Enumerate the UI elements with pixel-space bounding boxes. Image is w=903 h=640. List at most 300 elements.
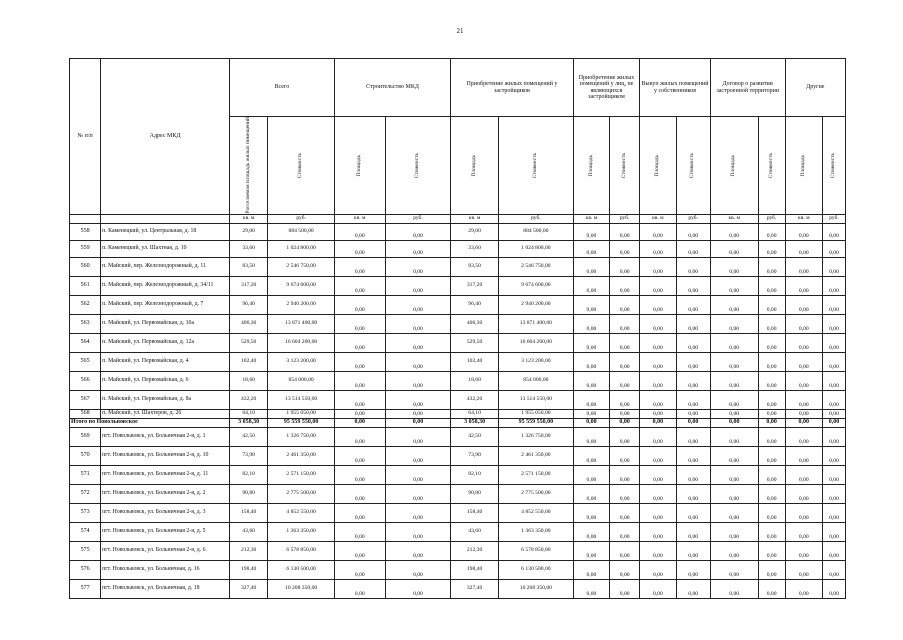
subheader-label: Стоимость: [767, 152, 774, 178]
row-zero-value: 0,00: [823, 223, 846, 240]
row-purchase-dev-area: 102,40: [451, 352, 499, 371]
row-construction-cost: 0,00: [385, 257, 450, 276]
row-total-area: 90,80: [229, 484, 267, 503]
row-number: 577: [70, 579, 101, 598]
unit-cell-empty: [70, 214, 101, 223]
table-row: [70, 295, 846, 314]
row-zero-value: 0,00: [710, 295, 758, 314]
row-zero-value: 0,00: [823, 560, 846, 579]
row-zero-value: 0,00: [610, 240, 640, 257]
row-number: 571: [70, 465, 101, 484]
row-zero-value: 0,00: [710, 465, 758, 484]
row-number: 561: [70, 276, 101, 295]
total-value: 0,00: [610, 418, 640, 427]
subheader-label: Стоимость: [297, 152, 304, 178]
subheader-label: Площадь: [587, 154, 594, 176]
table-row: [70, 352, 846, 371]
row-total-area: 33,60: [229, 240, 267, 257]
unit-cell: руб.: [498, 214, 573, 223]
row-construction-area: 0,00: [334, 541, 385, 560]
unit-cell: руб.: [676, 214, 710, 223]
row-zero-value: 0,00: [640, 314, 676, 333]
row-zero-value: 0,00: [758, 560, 785, 579]
row-total-cost: 2 940 200,00: [268, 295, 334, 314]
subheader-5: [451, 117, 499, 215]
unit-cell: кв. м: [573, 214, 609, 223]
row-zero-value: 0,00: [640, 390, 676, 409]
subheader-9: [640, 117, 676, 215]
total-label: Итого по Новольвовское: [70, 418, 230, 427]
subheader-12: [758, 117, 785, 215]
unit-cell: руб.: [385, 214, 450, 223]
row-total-area: 82,10: [229, 465, 267, 484]
row-address: пгт. Новольвовск, ул. Больничная, д. 16: [101, 560, 230, 579]
unit-cell: кв. м: [229, 214, 267, 223]
row-zero-value: 0,00: [676, 427, 710, 446]
row-zero-value: 0,00: [610, 223, 640, 240]
row-zero-value: 0,00: [640, 484, 676, 503]
table-row: [70, 503, 846, 522]
row-construction-area: 0,00: [334, 503, 385, 522]
row-zero-value: 0,00: [785, 446, 822, 465]
header-construction: Строительство МКД: [334, 59, 450, 117]
row-zero-value: 0,00: [573, 352, 609, 371]
row-zero-value: 0,00: [823, 446, 846, 465]
row-zero-value: 0,00: [573, 371, 609, 390]
row-construction-cost: 0,00: [385, 352, 450, 371]
row-zero-value: 0,00: [640, 560, 676, 579]
subheader-label: Стоимость: [689, 152, 696, 178]
row-address: п. Каменецкий, ул. Шахтная, д. 10: [101, 240, 230, 257]
row-zero-value: 0,00: [710, 223, 758, 240]
row-zero-value: 0,00: [676, 503, 710, 522]
row-zero-value: 0,00: [758, 409, 785, 418]
row-purchase-dev-area: 73,90: [451, 446, 499, 465]
row-zero-value: 0,00: [823, 333, 846, 352]
subheader-label: Стоимость: [414, 152, 421, 178]
subheader-label: Площадь: [470, 154, 477, 176]
row-purchase-dev-area: 42,50: [451, 427, 499, 446]
row-zero-value: 0,00: [823, 352, 846, 371]
row-purchase-dev-area: 90,80: [451, 484, 499, 503]
row-total-cost: 1 363 350,00: [268, 522, 334, 541]
subheader-13: [785, 117, 822, 215]
row-zero-value: 0,00: [823, 541, 846, 560]
row-construction-area: 0,00: [334, 371, 385, 390]
header-purchase-nondev: Приобретение жилых помещений у лиц, не являющихся застройщиком: [573, 59, 639, 117]
row-zero-value: 0,00: [676, 276, 710, 295]
row-purchase-dev-cost: 1 024 800,00: [498, 240, 573, 257]
row-zero-value: 0,00: [610, 295, 640, 314]
table-row: [70, 560, 846, 579]
row-purchase-dev-cost: 854 000,00: [498, 371, 573, 390]
row-purchase-dev-area: 29,00: [451, 223, 499, 240]
row-construction-area: 0,00: [334, 295, 385, 314]
total-value: 95 559 550,00: [498, 418, 573, 427]
row-number: 574: [70, 522, 101, 541]
row-zero-value: 0,00: [676, 522, 710, 541]
row-zero-value: 0,00: [640, 522, 676, 541]
total-value: 0,00: [676, 418, 710, 427]
row-purchase-dev-cost: 1 363 350,00: [498, 522, 573, 541]
row-zero-value: 0,00: [785, 390, 822, 409]
row-purchase-dev-area: 18,60: [451, 371, 499, 390]
row-construction-area: 0,00: [334, 352, 385, 371]
row-zero-value: 0,00: [610, 371, 640, 390]
row-purchase-dev-area: 64,10: [451, 409, 499, 418]
row-total-area: 64,10: [229, 409, 267, 418]
row-zero-value: 0,00: [785, 276, 822, 295]
table-row: [70, 484, 846, 503]
row-address: п. Майский, ул. Первомайская, д. 6: [101, 371, 230, 390]
row-zero-value: 0,00: [823, 257, 846, 276]
row-address: п. Майский, ул. Первомайская, д. 8а: [101, 390, 230, 409]
row-number: 565: [70, 352, 101, 371]
table-row: [70, 390, 846, 409]
row-zero-value: 0,00: [785, 352, 822, 371]
row-zero-value: 0,00: [676, 409, 710, 418]
row-zero-value: 0,00: [823, 484, 846, 503]
unit-cell: руб.: [758, 214, 785, 223]
row-purchase-dev-cost: 2 571 150,00: [498, 465, 573, 484]
row-zero-value: 0,00: [676, 352, 710, 371]
row-construction-area: 0,00: [334, 223, 385, 240]
row-zero-value: 0,00: [785, 240, 822, 257]
row-zero-value: 0,00: [610, 522, 640, 541]
row-construction-cost: 0,00: [385, 560, 450, 579]
row-zero-value: 0,00: [573, 223, 609, 240]
row-address: п. Майский, пер. Железнодорожный, д. 11: [101, 257, 230, 276]
row-zero-value: 0,00: [785, 371, 822, 390]
row-purchase-dev-cost: 2 461 350,00: [498, 446, 573, 465]
table-row: [70, 333, 846, 352]
row-zero-value: 0,00: [758, 579, 785, 598]
row-construction-area: 0,00: [334, 409, 385, 418]
row-construction-area: 0,00: [334, 257, 385, 276]
row-number: 575: [70, 541, 101, 560]
row-purchase-dev-cost: 2 940 200,00: [498, 295, 573, 314]
unit-cell: руб.: [610, 214, 640, 223]
subheader-11: [710, 117, 758, 215]
row-total-cost: 2 775 500,00: [268, 484, 334, 503]
row-zero-value: 0,00: [610, 446, 640, 465]
subheader-14: [823, 117, 846, 215]
row-construction-cost: 0,00: [385, 465, 450, 484]
row-address: п. Майский, ул. Первомайская, д. 12а: [101, 333, 230, 352]
total-value: 0,00: [710, 418, 758, 427]
row-total-area: 212,30: [229, 541, 267, 560]
row-zero-value: 0,00: [640, 465, 676, 484]
row-zero-value: 0,00: [785, 503, 822, 522]
total-value: 0,00: [785, 418, 822, 427]
row-construction-cost: 0,00: [385, 333, 450, 352]
table-row: [70, 371, 846, 390]
row-construction-cost: 0,00: [385, 484, 450, 503]
unit-cell: кв. м: [785, 214, 822, 223]
row-zero-value: 0,00: [610, 579, 640, 598]
row-construction-cost: 0,00: [385, 541, 450, 560]
subheader-1: [229, 117, 267, 215]
unit-cell: руб.: [823, 214, 846, 223]
row-zero-value: 0,00: [710, 352, 758, 371]
total-value: 0,00: [385, 418, 450, 427]
row-zero-value: 0,00: [785, 560, 822, 579]
row-zero-value: 0,00: [640, 579, 676, 598]
row-zero-value: 0,00: [610, 276, 640, 295]
row-total-area: 432,20: [229, 390, 267, 409]
row-zero-value: 0,00: [785, 223, 822, 240]
row-total-cost: 1 326 750,00: [268, 427, 334, 446]
row-purchase-dev-area: 198,40: [451, 560, 499, 579]
row-zero-value: 0,00: [785, 427, 822, 446]
row-total-area: 83,50: [229, 257, 267, 276]
row-number: 568: [70, 409, 101, 418]
row-total-cost: 4 852 550,00: [268, 503, 334, 522]
header-num: № п/п: [70, 59, 101, 215]
row-total-area: 406,30: [229, 314, 267, 333]
row-zero-value: 0,00: [610, 560, 640, 579]
row-zero-value: 0,00: [758, 541, 785, 560]
row-zero-value: 0,00: [758, 446, 785, 465]
header-address: Адрес МКД: [101, 59, 230, 215]
total-value: 0,00: [573, 418, 609, 427]
row-purchase-dev-area: 83,50: [451, 257, 499, 276]
table-row: [70, 427, 846, 446]
row-address: п. Майский, ул. Шахтеров, д. 26: [101, 409, 230, 418]
row-zero-value: 0,00: [710, 390, 758, 409]
row-purchase-dev-cost: 1 326 750,00: [498, 427, 573, 446]
row-purchase-dev-cost: 9 674 600,00: [498, 276, 573, 295]
row-construction-area: 0,00: [334, 240, 385, 257]
row-zero-value: 0,00: [676, 541, 710, 560]
unit-cell: руб.: [268, 214, 334, 223]
row-zero-value: 0,00: [785, 522, 822, 541]
row-zero-value: 0,00: [785, 409, 822, 418]
subheader-2: [268, 117, 334, 215]
total-value: 3 058,30: [229, 418, 267, 427]
row-number: 567: [70, 390, 101, 409]
subheader-label: Стоимость: [620, 152, 627, 178]
row-construction-cost: 0,00: [385, 223, 450, 240]
row-zero-value: 0,00: [640, 352, 676, 371]
row-zero-value: 0,00: [573, 295, 609, 314]
row-zero-value: 0,00: [710, 522, 758, 541]
row-zero-value: 0,00: [676, 223, 710, 240]
subheader-7: [573, 117, 609, 215]
row-total-area: 529,50: [229, 333, 267, 352]
row-zero-value: 0,00: [573, 276, 609, 295]
row-zero-value: 0,00: [610, 390, 640, 409]
row-number: 558: [70, 223, 101, 240]
unit-cell: кв. м: [710, 214, 758, 223]
row-zero-value: 0,00: [640, 295, 676, 314]
row-zero-value: 0,00: [823, 390, 846, 409]
row-zero-value: 0,00: [573, 333, 609, 352]
row-zero-value: 0,00: [640, 371, 676, 390]
row-zero-value: 0,00: [676, 446, 710, 465]
row-zero-value: 0,00: [758, 257, 785, 276]
row-purchase-dev-cost: 6 130 500,00: [498, 560, 573, 579]
row-number: 560: [70, 257, 101, 276]
row-zero-value: 0,00: [710, 484, 758, 503]
subheader-label: Площадь: [654, 154, 661, 176]
row-purchase-dev-area: 33,60: [451, 240, 499, 257]
unit-row: [70, 214, 846, 223]
row-zero-value: 0,00: [758, 314, 785, 333]
row-construction-cost: 0,00: [385, 522, 450, 541]
row-zero-value: 0,00: [710, 503, 758, 522]
row-zero-value: 0,00: [676, 295, 710, 314]
row-construction-area: 0,00: [334, 465, 385, 484]
row-address: пгт. Новольвовск, ул. Больничная, д. 18: [101, 579, 230, 598]
row-purchase-dev-cost: 13 871 400,00: [498, 314, 573, 333]
row-total-area: 42,50: [229, 427, 267, 446]
row-zero-value: 0,00: [573, 465, 609, 484]
row-zero-value: 0,00: [676, 371, 710, 390]
table-row: [70, 446, 846, 465]
row-zero-value: 0,00: [676, 484, 710, 503]
row-zero-value: 0,00: [676, 465, 710, 484]
subheader-8: [610, 117, 640, 215]
row-total-area: 73,90: [229, 446, 267, 465]
table-row: [70, 409, 846, 418]
row-number: 572: [70, 484, 101, 503]
row-zero-value: 0,00: [823, 371, 846, 390]
row-zero-value: 0,00: [640, 427, 676, 446]
table-row: [70, 223, 846, 240]
row-zero-value: 0,00: [610, 465, 640, 484]
row-total-area: 96,40: [229, 295, 267, 314]
row-zero-value: 0,00: [676, 240, 710, 257]
row-construction-area: 0,00: [334, 522, 385, 541]
row-zero-value: 0,00: [573, 560, 609, 579]
row-zero-value: 0,00: [610, 409, 640, 418]
row-number: 564: [70, 333, 101, 352]
subheader-3: [334, 117, 385, 215]
row-purchase-dev-cost: 2 775 500,00: [498, 484, 573, 503]
row-purchase-dev-area: 158,40: [451, 503, 499, 522]
row-total-cost: 1 955 050,00: [268, 409, 334, 418]
unit-cell: кв. м: [451, 214, 499, 223]
header-purchase-dev: Приобретение жилых помещений у застройщиков: [451, 59, 574, 117]
row-construction-cost: 0,00: [385, 314, 450, 333]
row-construction-area: 0,00: [334, 314, 385, 333]
row-zero-value: 0,00: [573, 257, 609, 276]
row-purchase-dev-area: 432,20: [451, 390, 499, 409]
row-total-cost: 854 000,00: [268, 371, 334, 390]
row-purchase-dev-area: 529,50: [451, 333, 499, 352]
row-zero-value: 0,00: [640, 276, 676, 295]
row-purchase-dev-area: 96,40: [451, 295, 499, 314]
row-construction-area: 0,00: [334, 390, 385, 409]
total-value: 0,00: [640, 418, 676, 427]
row-zero-value: 0,00: [758, 295, 785, 314]
header-total: Всего: [229, 59, 334, 117]
row-construction-area: 0,00: [334, 333, 385, 352]
row-zero-value: 0,00: [785, 579, 822, 598]
row-purchase-dev-area: 212,30: [451, 541, 499, 560]
subheader-4: [385, 117, 450, 215]
row-construction-cost: 0,00: [385, 390, 450, 409]
row-total-cost: 13 514 550,00: [268, 390, 334, 409]
row-zero-value: 0,00: [758, 223, 785, 240]
row-zero-value: 0,00: [610, 352, 640, 371]
row-zero-value: 0,00: [823, 427, 846, 446]
row-construction-cost: 0,00: [385, 409, 450, 418]
row-total-area: 327,40: [229, 579, 267, 598]
row-zero-value: 0,00: [573, 427, 609, 446]
row-number: 569: [70, 427, 101, 446]
row-total-cost: 2 546 750,00: [268, 257, 334, 276]
subheader-label: Стоимость: [532, 152, 539, 178]
row-zero-value: 0,00: [710, 371, 758, 390]
row-construction-cost: 0,00: [385, 579, 450, 598]
row-zero-value: 0,00: [573, 522, 609, 541]
row-zero-value: 0,00: [573, 503, 609, 522]
unit-cell-empty: [101, 214, 230, 223]
row-zero-value: 0,00: [710, 409, 758, 418]
row-zero-value: 0,00: [758, 352, 785, 371]
subheader-label: Площадь: [730, 154, 737, 176]
row-purchase-dev-area: 327,40: [451, 579, 499, 598]
row-purchase-dev-cost: 10 208 350,00: [498, 579, 573, 598]
row-total-cost: 1 024 800,00: [268, 240, 334, 257]
row-zero-value: 0,00: [710, 333, 758, 352]
row-zero-value: 0,00: [676, 390, 710, 409]
subheader-label: Расселяемая площадь жилых помещений: [244, 117, 251, 214]
row-purchase-dev-cost: 4 852 550,00: [498, 503, 573, 522]
row-zero-value: 0,00: [785, 333, 822, 352]
row-zero-value: 0,00: [573, 314, 609, 333]
row-zero-value: 0,00: [573, 409, 609, 418]
row-construction-area: 0,00: [334, 484, 385, 503]
row-purchase-dev-cost: 2 546 750,00: [498, 257, 573, 276]
row-zero-value: 0,00: [758, 522, 785, 541]
row-construction-cost: 0,00: [385, 427, 450, 446]
row-zero-value: 0,00: [610, 541, 640, 560]
total-value: 0,00: [758, 418, 785, 427]
row-zero-value: 0,00: [823, 276, 846, 295]
row-zero-value: 0,00: [710, 579, 758, 598]
row-address: пгт. Новольвовск, ул. Больничная 2-я, д. 6: [101, 541, 230, 560]
row-total-area: 18,60: [229, 371, 267, 390]
row-zero-value: 0,00: [823, 314, 846, 333]
page-number: 21: [456, 27, 464, 35]
row-construction-cost: 0,00: [385, 446, 450, 465]
row-address: пгт. Новольвовск, ул. Больничная 2-я, д. 2: [101, 484, 230, 503]
row-total-cost: 2 461 350,00: [268, 446, 334, 465]
row-total-cost: 2 571 150,00: [268, 465, 334, 484]
row-zero-value: 0,00: [710, 427, 758, 446]
row-total-area: 102,40: [229, 352, 267, 371]
row-purchase-dev-cost: 16 604 200,00: [498, 333, 573, 352]
row-zero-value: 0,00: [710, 240, 758, 257]
table-row: [70, 240, 846, 257]
row-zero-value: 0,00: [758, 371, 785, 390]
row-zero-value: 0,00: [823, 465, 846, 484]
row-total-cost: 10 208 350,00: [268, 579, 334, 598]
row-zero-value: 0,00: [785, 541, 822, 560]
row-number: 566: [70, 371, 101, 390]
table-row: [70, 314, 846, 333]
row-number: 559: [70, 240, 101, 257]
row-zero-value: 0,00: [823, 579, 846, 598]
subheader-label: Площадь: [800, 154, 807, 176]
row-total-area: 317,20: [229, 276, 267, 295]
row-construction-area: 0,00: [334, 446, 385, 465]
row-address: пгт. Новольвовск, ул. Больничная 2-я, д. 11: [101, 465, 230, 484]
row-zero-value: 0,00: [610, 503, 640, 522]
